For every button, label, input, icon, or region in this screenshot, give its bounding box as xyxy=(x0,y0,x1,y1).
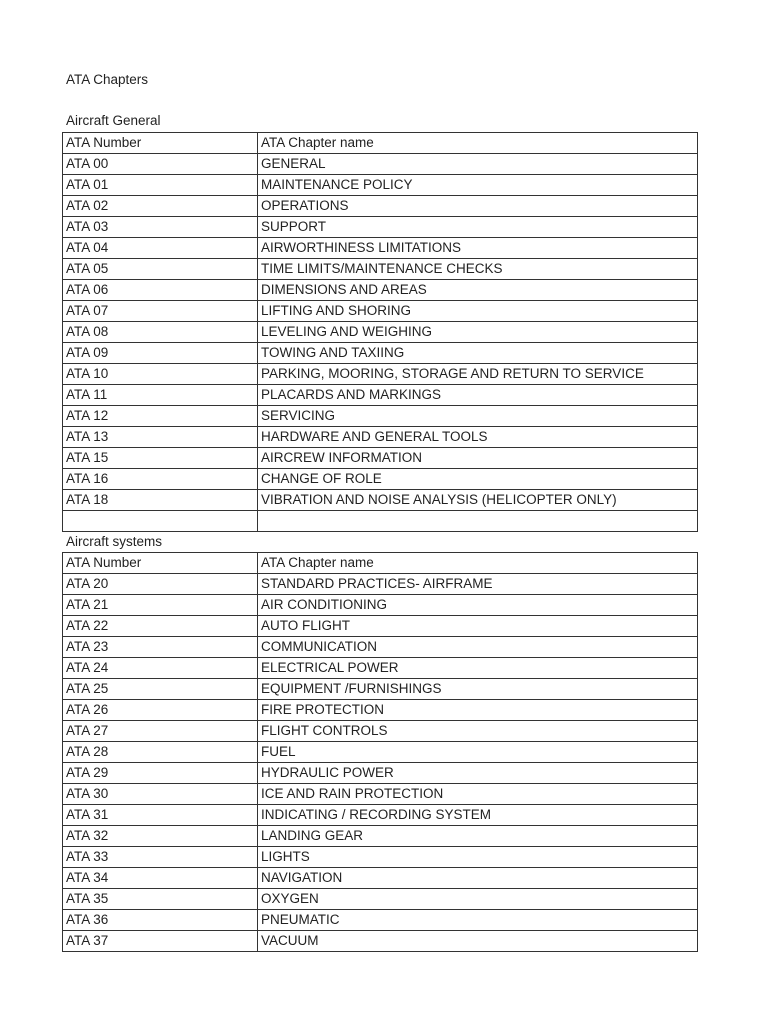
table-row xyxy=(63,910,698,931)
table-row xyxy=(63,385,698,406)
table-row xyxy=(63,364,698,385)
ata-number-cell: ATA 37 xyxy=(63,931,258,952)
table-row xyxy=(63,343,698,364)
chapter-name-cell: CHANGE OF ROLE xyxy=(258,469,698,490)
ata-number-cell: ATA 04 xyxy=(63,238,258,259)
section-title-aircraft-systems: Aircraft systems xyxy=(66,534,163,549)
ata-number-cell: ATA 23 xyxy=(63,637,258,658)
table-row xyxy=(63,700,698,721)
table-row xyxy=(63,868,698,889)
ata-number-cell xyxy=(63,511,258,532)
chapter-name-cell: GENERAL xyxy=(258,154,698,175)
chapter-name-cell: LIGHTS xyxy=(258,847,698,868)
ata-number-cell: ATA 36 xyxy=(63,910,258,931)
ata-number-cell: ATA 01 xyxy=(63,175,258,196)
ata-number-cell: ATA 11 xyxy=(63,385,258,406)
ata-number-cell: ATA 31 xyxy=(63,805,258,826)
table-row xyxy=(63,511,698,532)
ata-number-cell: ATA 35 xyxy=(63,889,258,910)
table-row xyxy=(63,889,698,910)
table-row xyxy=(63,154,698,175)
table-row xyxy=(63,427,698,448)
table-row xyxy=(63,280,698,301)
ata-number-cell: ATA 05 xyxy=(63,259,258,280)
ata-number-cell: ATA 27 xyxy=(63,721,258,742)
table-row xyxy=(63,259,698,280)
table-row xyxy=(63,448,698,469)
table-row xyxy=(63,721,698,742)
aircraft-systems-table xyxy=(62,552,698,952)
ata-number-cell: ATA 02 xyxy=(63,196,258,217)
header-ata-number: ATA Number xyxy=(63,553,258,574)
chapter-name-cell: EQUIPMENT /FURNISHINGS xyxy=(258,679,698,700)
ata-number-cell: ATA 28 xyxy=(63,742,258,763)
aircraft-general-table xyxy=(62,132,698,532)
chapter-name-cell: VIBRATION AND NOISE ANALYSIS (HELICOPTER ONLY) xyxy=(258,490,698,511)
table-row xyxy=(63,238,698,259)
chapter-name-cell: LANDING GEAR xyxy=(258,826,698,847)
chapter-name-cell: MAINTENANCE POLICY xyxy=(258,175,698,196)
table-row xyxy=(63,217,698,238)
chapter-name-cell: AIRCREW INFORMATION xyxy=(258,448,698,469)
chapter-name-cell: SUPPORT xyxy=(258,217,698,238)
table-row xyxy=(63,742,698,763)
ata-number-cell: ATA 09 xyxy=(63,343,258,364)
chapter-name-cell: PLACARDS AND MARKINGS xyxy=(258,385,698,406)
chapter-name-cell: TIME LIMITS/MAINTENANCE CHECKS xyxy=(258,259,698,280)
chapter-name-cell: ICE AND RAIN PROTECTION xyxy=(258,784,698,805)
chapter-name-cell: FUEL xyxy=(258,742,698,763)
table-row xyxy=(63,322,698,343)
chapter-name-cell: STANDARD PRACTICES- AIRFRAME xyxy=(258,574,698,595)
chapter-name-cell: PNEUMATIC xyxy=(258,910,698,931)
ata-number-cell: ATA 33 xyxy=(63,847,258,868)
ata-number-cell: ATA 32 xyxy=(63,826,258,847)
table-row xyxy=(63,196,698,217)
header-chapter-name: ATA Chapter name xyxy=(258,553,698,574)
ata-number-cell: ATA 03 xyxy=(63,217,258,238)
chapter-name-cell: OXYGEN xyxy=(258,889,698,910)
chapter-name-cell: HARDWARE AND GENERAL TOOLS xyxy=(258,427,698,448)
table-row xyxy=(63,637,698,658)
chapter-name-cell xyxy=(258,511,698,532)
header-chapter-name: ATA Chapter name xyxy=(258,133,698,154)
chapter-name-cell: INDICATING / RECORDING SYSTEM xyxy=(258,805,698,826)
ata-number-cell: ATA 21 xyxy=(63,595,258,616)
chapter-name-cell: TOWING AND TAXIING xyxy=(258,343,698,364)
table-row xyxy=(63,469,698,490)
table-row xyxy=(63,658,698,679)
table-header-row xyxy=(63,133,698,154)
table-row xyxy=(63,490,698,511)
ata-number-cell: ATA 18 xyxy=(63,490,258,511)
ata-number-cell: ATA 22 xyxy=(63,616,258,637)
chapter-name-cell: LIFTING AND SHORING xyxy=(258,301,698,322)
ata-number-cell: ATA 29 xyxy=(63,763,258,784)
ata-number-cell: ATA 00 xyxy=(63,154,258,175)
chapter-name-cell: HYDRAULIC POWER xyxy=(258,763,698,784)
table-row xyxy=(63,805,698,826)
ata-number-cell: ATA 25 xyxy=(63,679,258,700)
chapter-name-cell: NAVIGATION xyxy=(258,868,698,889)
chapter-name-cell: PARKING, MOORING, STORAGE AND RETURN TO SERVICE xyxy=(258,364,698,385)
table-row xyxy=(63,847,698,868)
chapter-name-cell: FLIGHT CONTROLS xyxy=(258,721,698,742)
ata-number-cell: ATA 34 xyxy=(63,868,258,889)
section-title-aircraft-general: Aircraft General xyxy=(66,113,161,128)
chapter-name-cell: AIR CONDITIONING xyxy=(258,595,698,616)
table-row xyxy=(63,826,698,847)
ata-number-cell: ATA 16 xyxy=(63,469,258,490)
chapter-name-cell: FIRE PROTECTION xyxy=(258,700,698,721)
ata-number-cell: ATA 15 xyxy=(63,448,258,469)
table-row xyxy=(63,763,698,784)
chapter-name-cell: AUTO FLIGHT xyxy=(258,616,698,637)
ata-number-cell: ATA 20 xyxy=(63,574,258,595)
chapter-name-cell: DIMENSIONS AND AREAS xyxy=(258,280,698,301)
ata-number-cell: ATA 24 xyxy=(63,658,258,679)
table-row xyxy=(63,595,698,616)
ata-number-cell: ATA 13 xyxy=(63,427,258,448)
table-row xyxy=(63,301,698,322)
chapter-name-cell: VACUUM xyxy=(258,931,698,952)
ata-number-cell: ATA 12 xyxy=(63,406,258,427)
table-header-row xyxy=(63,553,698,574)
header-ata-number: ATA Number xyxy=(63,133,258,154)
ata-number-cell: ATA 10 xyxy=(63,364,258,385)
chapter-name-cell: AIRWORTHINESS LIMITATIONS xyxy=(258,238,698,259)
ata-number-cell: ATA 26 xyxy=(63,700,258,721)
table-row xyxy=(63,406,698,427)
table-row xyxy=(63,574,698,595)
chapter-name-cell: OPERATIONS xyxy=(258,196,698,217)
table-row xyxy=(63,679,698,700)
table-row xyxy=(63,616,698,637)
chapter-name-cell: LEVELING AND WEIGHING xyxy=(258,322,698,343)
ata-number-cell: ATA 07 xyxy=(63,301,258,322)
ata-number-cell: ATA 30 xyxy=(63,784,258,805)
table-row xyxy=(63,175,698,196)
document-title: ATA Chapters xyxy=(66,72,149,87)
table-row xyxy=(63,931,698,952)
ata-number-cell: ATA 08 xyxy=(63,322,258,343)
chapter-name-cell: ELECTRICAL POWER xyxy=(258,658,698,679)
chapter-name-cell: COMMUNICATION xyxy=(258,637,698,658)
chapter-name-cell: SERVICING xyxy=(258,406,698,427)
ata-number-cell: ATA 06 xyxy=(63,280,258,301)
table-row xyxy=(63,784,698,805)
